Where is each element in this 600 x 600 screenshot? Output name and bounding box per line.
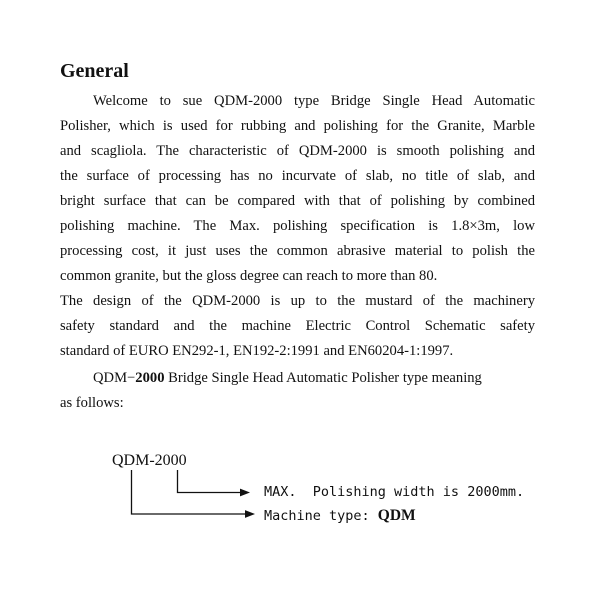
- paragraph-2: [60, 289, 535, 364]
- paragraph-line: safety standard and the machine Electric Control Schematic safety: [60, 318, 535, 334]
- width-meaning-label: MAX. Polishing width is 2000mm.: [264, 484, 525, 500]
- paragraph-line: as follows:: [60, 395, 124, 411]
- paragraph-line: Welcome to sue QDM-2000 type Bridge Single Head Automatic: [93, 93, 535, 109]
- paragraph-line: standard of EURO EN292-1, EN192-2:1991 and EN60204-1:1997.: [60, 343, 454, 359]
- model-number-bold: 2000: [135, 370, 165, 386]
- line-rest-text: Bridge Single Head Automatic Polisher type meaning: [164, 370, 482, 386]
- type-meaning-prefix: Machine type:: [264, 508, 378, 524]
- paragraph-line: polishing machine. The Max. polishing specification is 1.8×3m, low: [60, 218, 535, 234]
- paragraph-line: common granite, but the gloss degree can reach to more than 80.: [60, 268, 438, 284]
- paragraph-line: The design of the QDM-2000 is up to the mustard of the machinery: [60, 293, 535, 309]
- paragraph-line: processing cost, it just uses the common abrasive material to polish the: [60, 243, 535, 259]
- model-code-label: QDM-2000: [112, 452, 187, 469]
- type-meaning-label: [264, 507, 416, 525]
- body-text: [60, 89, 535, 416]
- paragraph-line: the surface of processing has no incurvate of slab, no title of slab, and: [60, 168, 535, 184]
- model-text: QDM−: [93, 370, 136, 386]
- paragraph-line: bright surface that can be compared with that of polishing by combined: [60, 193, 535, 209]
- arrowhead-icon: [245, 510, 255, 518]
- section-heading: General: [60, 60, 129, 82]
- paragraph-3: [60, 366, 535, 416]
- paragraph-line: and scagliola. The characteristic of QDM-2000 is smooth polishing and: [60, 143, 535, 159]
- paragraph-1: [60, 89, 535, 289]
- type-meaning-value: QDM: [377, 507, 416, 524]
- arrowhead-icon: [240, 489, 250, 497]
- paragraph-line: [60, 366, 535, 391]
- paragraph-line: Polisher, which is used for rubbing and polishing for the Granite, Marble: [60, 118, 535, 134]
